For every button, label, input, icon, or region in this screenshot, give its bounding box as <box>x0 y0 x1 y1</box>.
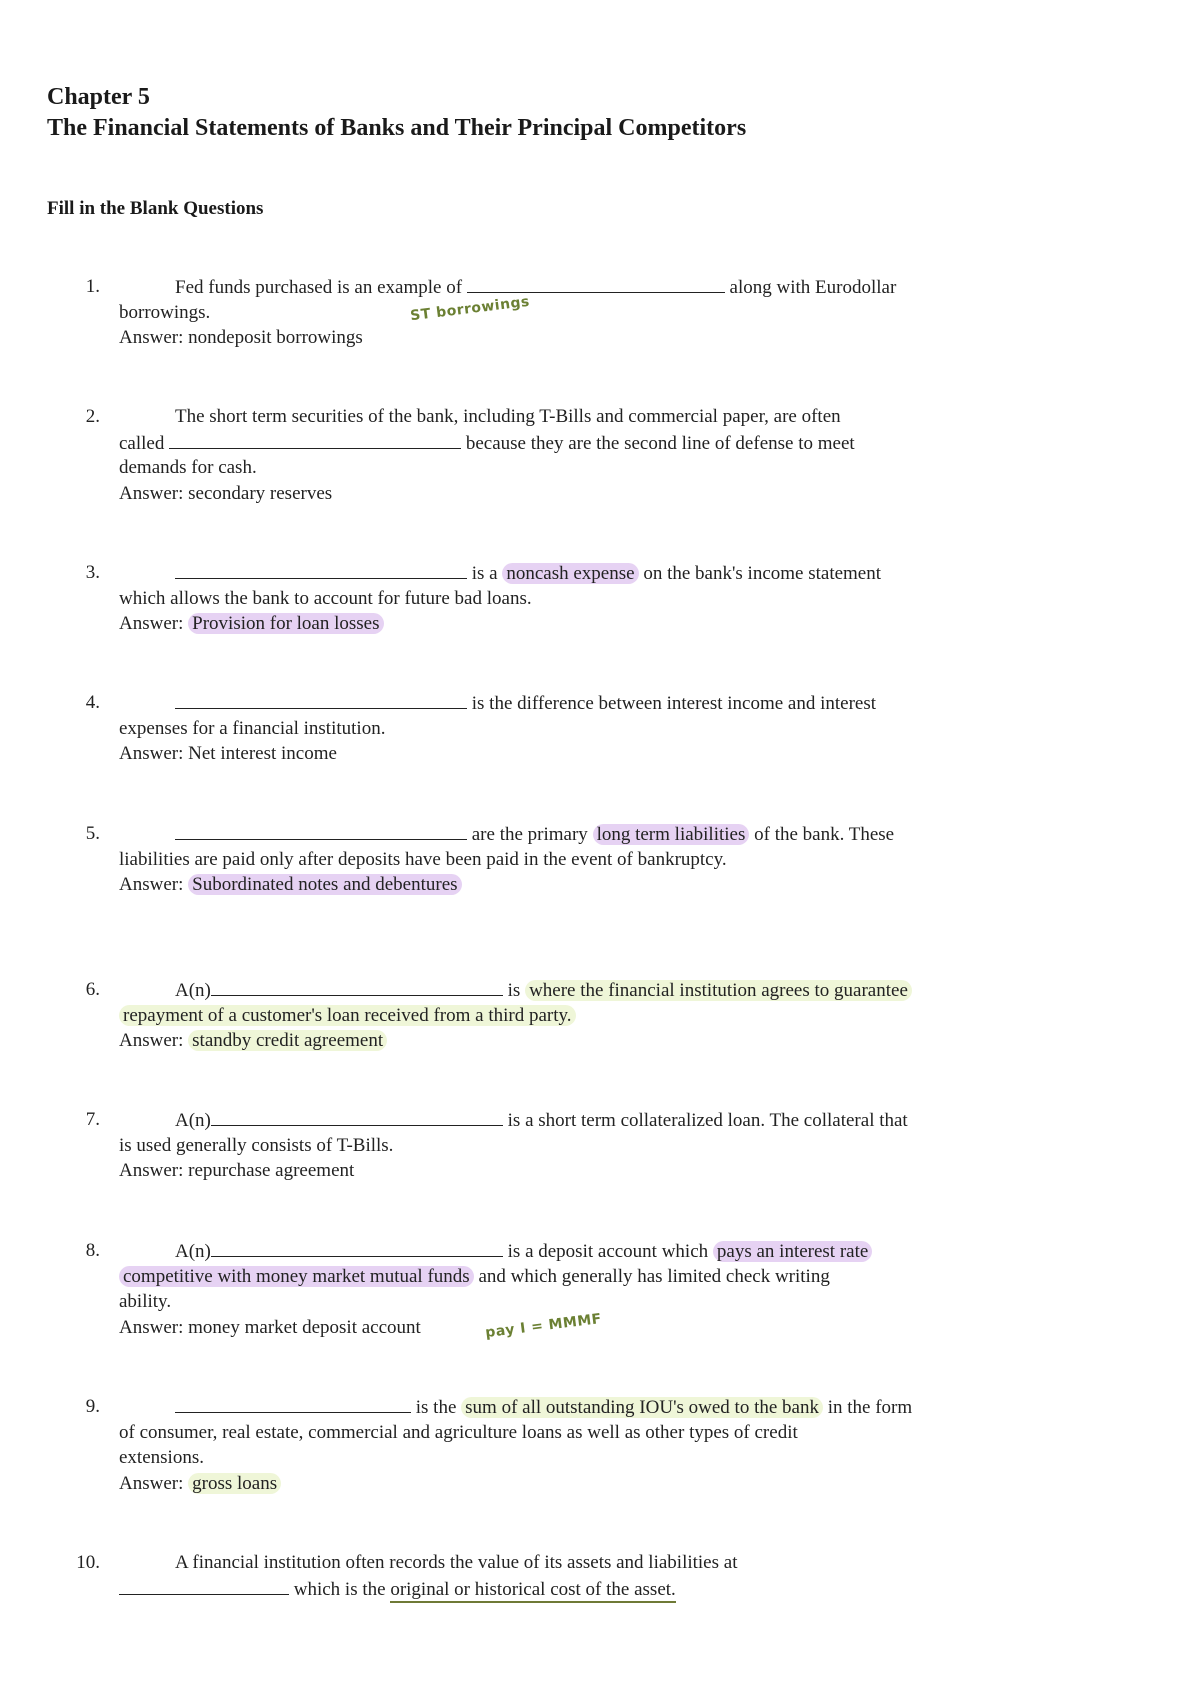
chapter-subtitle: The Financial Statements of Banks and Their Principal Competitors <box>47 115 747 141</box>
question-text: of consumer, real estate, commercial and agriculture loans as well as other types of credit <box>119 1421 798 1443</box>
question-text: The short term securities of the bank, including T-Bills and commercial paper, are often <box>175 406 841 427</box>
answer-blank <box>467 274 725 293</box>
handwritten-note: pay I = MMMF <box>484 1310 603 1342</box>
question-number: 10. <box>76 1552 100 1573</box>
question-text: in the form <box>827 1397 913 1418</box>
highlighted-text: competitive with money market mutual funds <box>119 1266 474 1287</box>
highlighted-text: noncash expense <box>502 563 638 584</box>
question-text: A(n) <box>175 1110 211 1131</box>
question-number: 9. <box>85 1396 100 1417</box>
question-text: A financial institution often records the value of its assets and liabilities at <box>175 1552 738 1573</box>
question-text: is <box>507 980 521 1001</box>
answer-label: Answer: <box>119 327 184 348</box>
question-text: is a <box>471 563 498 584</box>
question-number: 3. <box>85 562 100 583</box>
question-number: 7. <box>85 1109 100 1130</box>
highlighted-text: long term liabilities <box>593 824 750 845</box>
question-text: borrowings. <box>119 301 211 323</box>
question-text: which allows the bank to account for future bad loans. <box>119 587 532 609</box>
highlighted-text: repayment of a customer's loan received from a third party. <box>119 1005 576 1026</box>
question-text: because they are the second line of defense to meet <box>465 432 855 454</box>
question-number: 5. <box>85 823 100 844</box>
question-number: 1. <box>85 276 100 297</box>
question-text: called <box>119 432 165 454</box>
answer-blank <box>175 690 467 709</box>
answer-label: Answer: <box>119 613 184 634</box>
answer-text: gross loans <box>188 1473 281 1494</box>
answer-blank <box>211 1107 503 1126</box>
question-text: A(n) <box>175 980 211 1001</box>
question-text: demands for cash. <box>119 457 257 478</box>
question-text: are the primary <box>471 824 588 845</box>
answer-blank <box>211 977 503 996</box>
question-text: of the bank. These <box>754 824 895 845</box>
question-text: is a short term collateralized loan. The collateral that <box>507 1110 908 1131</box>
answer-text: Subordinated notes and debentures <box>188 874 461 895</box>
answer-text: money market deposit account <box>188 1316 421 1338</box>
answer-text: Provision for loan losses <box>188 613 383 634</box>
answer-text: nondeposit borrowings <box>188 327 363 348</box>
question-number: 6. <box>85 979 100 1000</box>
answer-label: Answer: <box>119 1472 184 1494</box>
answer-label: Answer: <box>119 1160 184 1181</box>
question-text: is used generally consists of T-Bills. <box>119 1134 394 1156</box>
answer-blank <box>175 821 467 840</box>
question-text: extensions. <box>119 1447 204 1468</box>
answer-label: Answer: <box>119 482 184 504</box>
highlighted-text: sum of all outstanding IOU's owed to the bank <box>461 1397 823 1418</box>
answer-text: standby credit agreement <box>188 1030 387 1051</box>
answer-label: Answer: <box>119 1030 184 1051</box>
highlighted-text: where the financial institution agrees to guarantee <box>525 980 912 1001</box>
answer-blank <box>119 1576 289 1595</box>
question-text: A(n) <box>175 1241 211 1262</box>
question-text: Fed funds purchased is an example of <box>175 277 463 298</box>
question-text: and which generally has limited check writing <box>478 1265 830 1287</box>
answer-text: Net interest income <box>188 743 337 764</box>
question-number: 2. <box>85 406 100 427</box>
answer-blank <box>175 1394 411 1413</box>
question-text: on the bank's income statement <box>643 563 882 584</box>
answer-label: Answer: <box>119 874 184 895</box>
question-text: is the difference between interest income and interest <box>471 693 877 714</box>
question-text: is a deposit account which <box>507 1241 709 1262</box>
answer-text: secondary reserves <box>188 482 333 504</box>
section-heading: Fill in the Blank Questions <box>47 198 264 219</box>
question-text: is the <box>415 1397 457 1418</box>
answer-blank <box>169 430 461 449</box>
underlined-text: original or historical cost of the asset. <box>390 1579 675 1603</box>
answer-label: Answer: <box>119 1316 184 1338</box>
answer-label: Answer: <box>119 743 184 764</box>
chapter-title: Chapter 5 <box>47 84 150 110</box>
question-number: 4. <box>85 692 100 713</box>
question-text: which is the <box>293 1578 386 1600</box>
highlighted-text: pays an interest rate <box>713 1241 872 1262</box>
question-text: expenses for a financial institution. <box>119 717 386 739</box>
question-number: 8. <box>85 1240 100 1261</box>
title-block <box>47 82 746 144</box>
question-text: along with Eurodollar <box>729 277 897 298</box>
answer-blank <box>175 560 467 579</box>
answer-text: repurchase agreement <box>188 1160 355 1181</box>
handwritten-note: ST borrowings <box>409 293 531 325</box>
answer-blank <box>211 1238 503 1257</box>
question-text: ability. <box>119 1291 172 1312</box>
question-text: liabilities are paid only after deposits have been paid in the event of bankruptcy. <box>119 848 727 870</box>
